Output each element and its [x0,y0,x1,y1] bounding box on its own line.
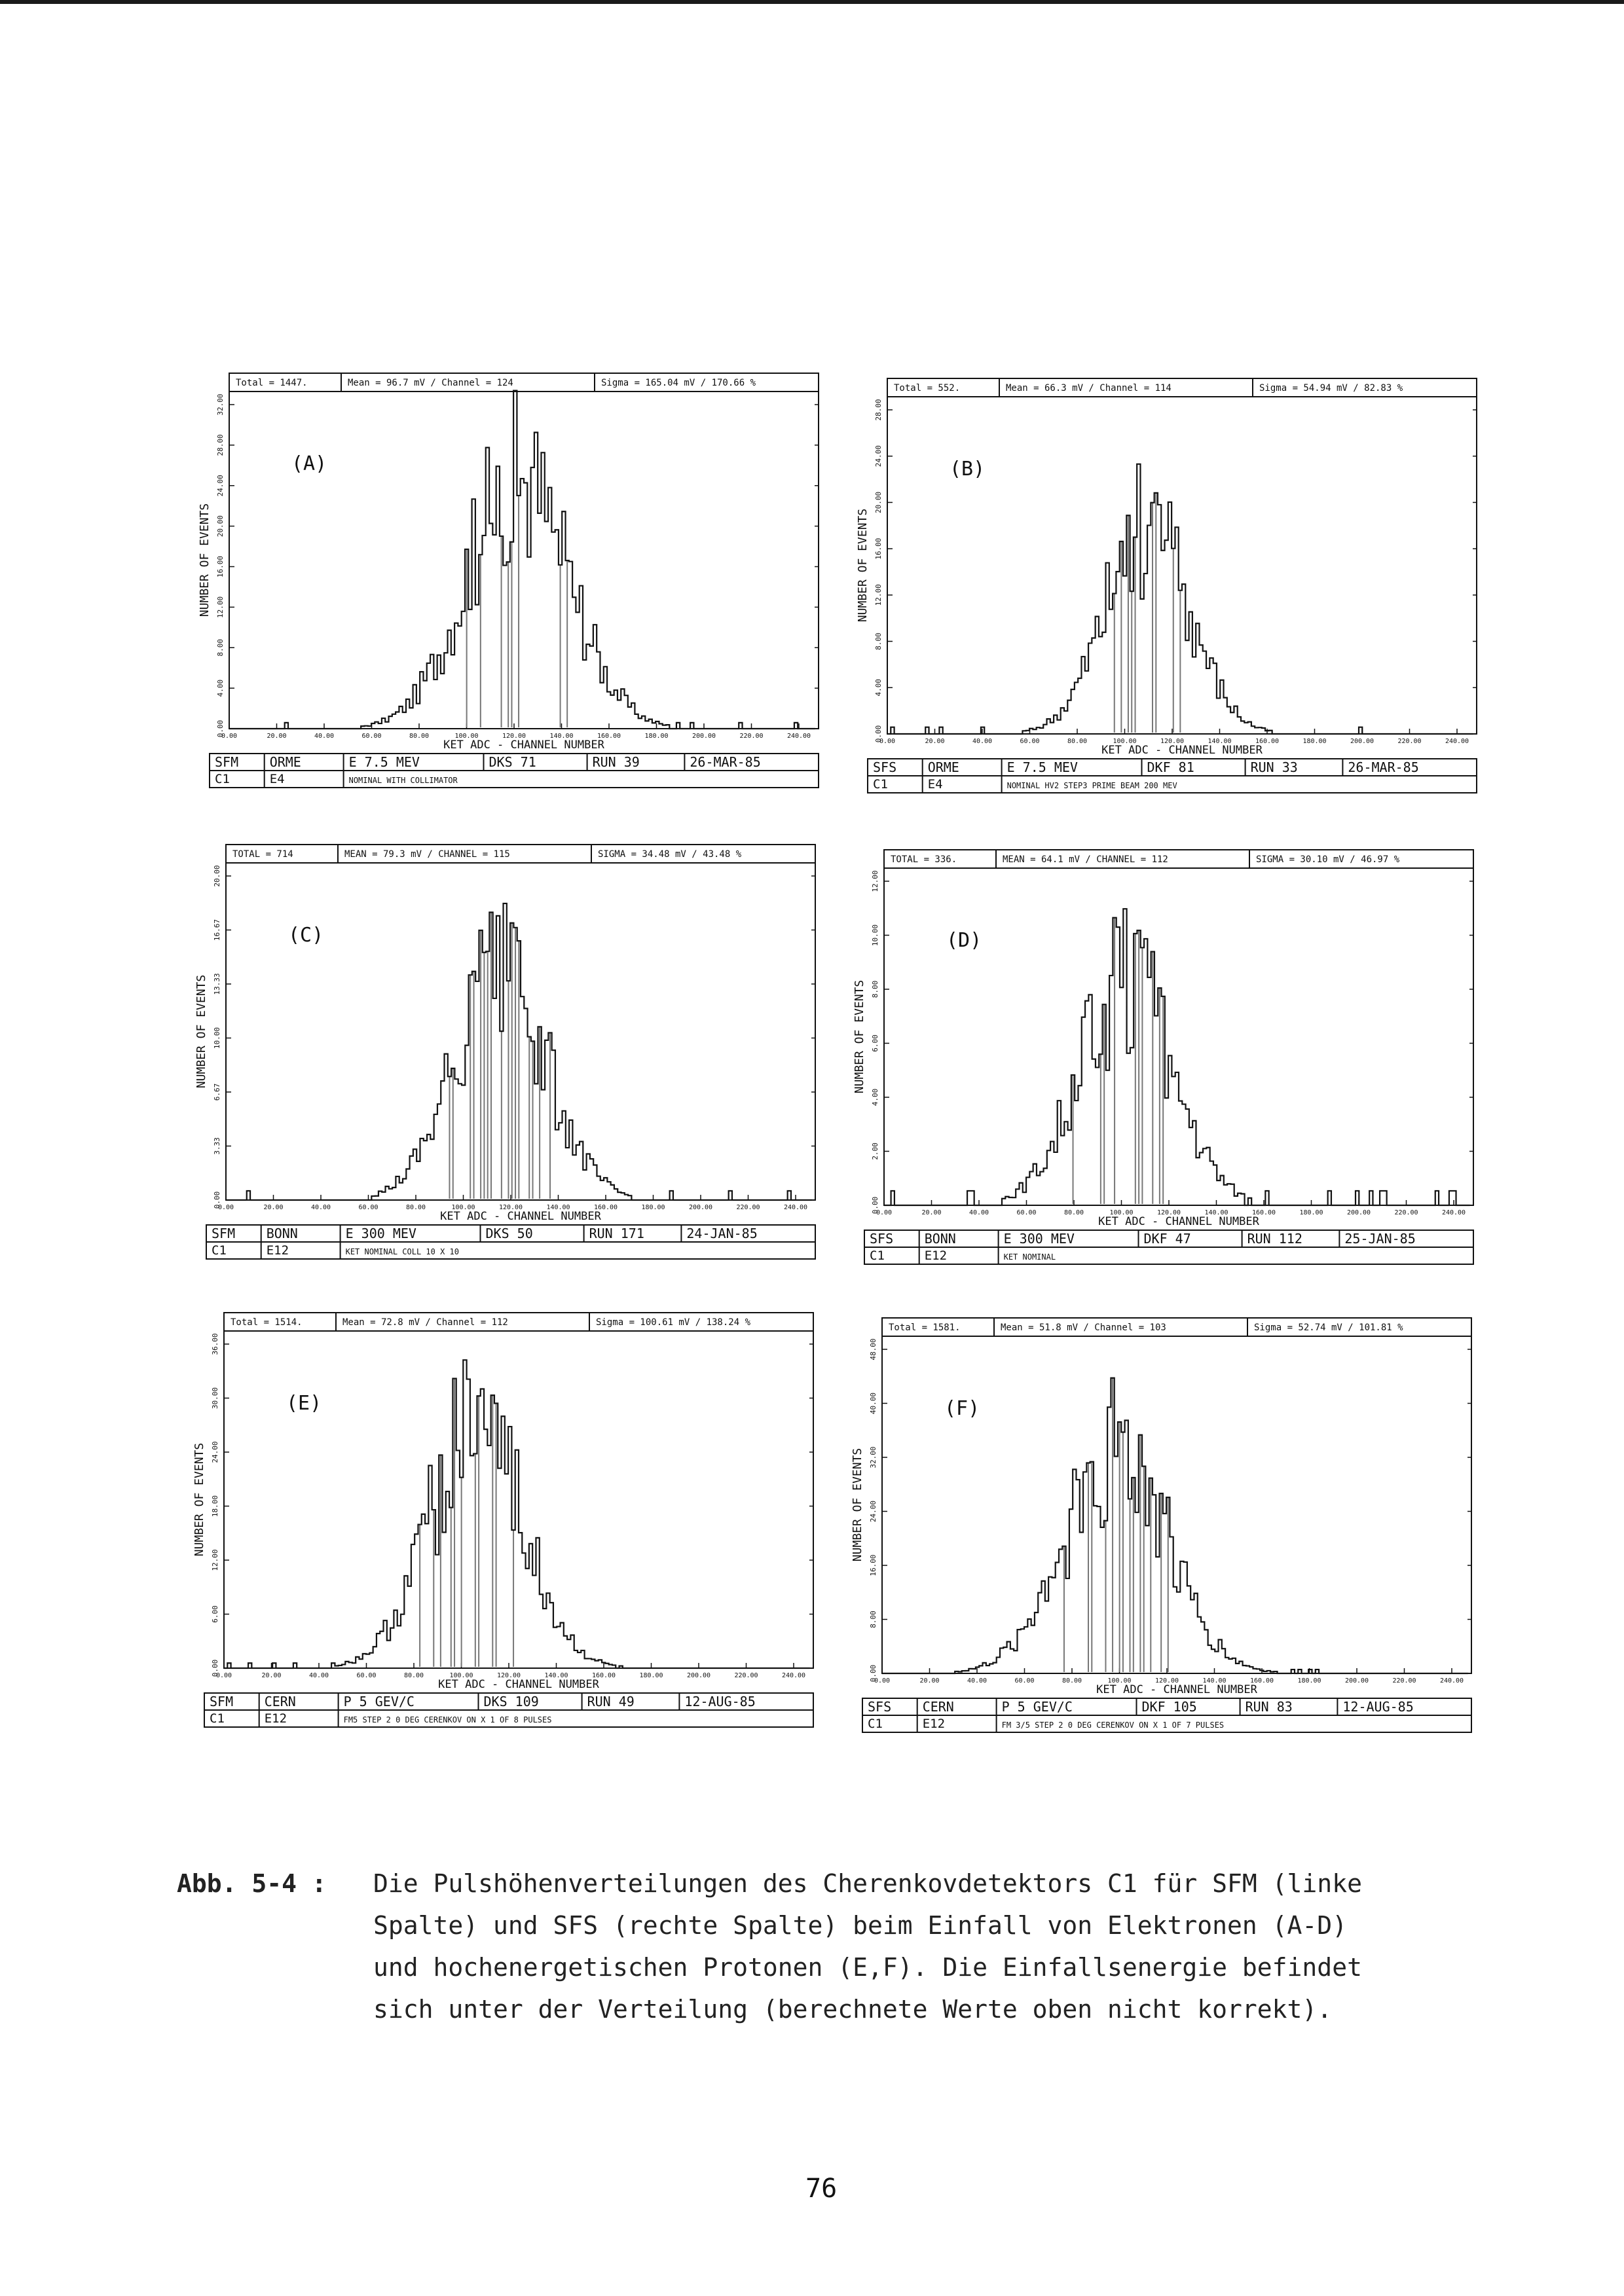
x-tick-label: 240.00 [786,733,811,740]
stats-sigma: SIGMA = 30.10 mV / 46.97 % [1256,854,1400,865]
x-tick-label: 220.00 [1397,738,1422,745]
panel-label: (A) [291,452,327,475]
run-info-cell: BONN [924,1231,956,1247]
x-tick-label: 20.00 [925,738,945,745]
histogram-svg [855,378,1483,830]
histogram-svg [851,850,1480,1302]
y-tick-label: 0.00 [874,725,883,743]
x-tick-label: 20.00 [267,733,287,740]
run-info-cell: DKF 47 [1143,1231,1191,1247]
y-tick-label: 6.67 [213,1083,221,1101]
histogram-outline [884,909,1470,1205]
x-tick-label: 0.00 [874,1677,891,1685]
run-info-cell: KET NOMINAL [1003,1252,1056,1262]
x-tick-label: 80.00 [1067,738,1088,745]
x-tick-label: 140.00 [1204,1209,1228,1216]
stats-total: TOTAL = 336. [891,854,957,865]
y-axis-label: NUMBER OF EVENTS [856,508,870,623]
x-tick-label: 40.00 [310,1204,331,1211]
y-tick-label: 6.00 [871,1034,879,1052]
x-tick-label: 240.00 [1441,1209,1466,1216]
panel-label: (B) [950,458,986,481]
y-tick-label: 40.00 [869,1392,877,1415]
run-info-cell: SFM [215,754,239,770]
run-info-cell: 26-MAR-85 [690,754,761,770]
y-tick-label: 12.00 [871,870,879,892]
run-info-cell: CERN [922,1699,954,1715]
y-axis-label: NUMBER OF EVENTS [853,979,866,1094]
panel-label: (D) [946,929,982,952]
run-info-cell: RUN 33 [1250,759,1298,775]
x-tick-label: 100.00 [1109,1209,1134,1216]
x-tick-label: 180.00 [1302,738,1327,745]
x-tick-label: 160.00 [591,1672,616,1679]
x-tick-label: 160.00 [1255,738,1280,745]
y-tick-label: 16.00 [874,538,883,560]
x-tick-label: 60.00 [1020,738,1040,745]
run-info-cell: BONN [266,1226,298,1241]
x-axis-label: KET ADC - CHANNEL NUMBER [440,1210,601,1223]
run-info-cell: C1 [210,1711,225,1726]
y-tick-label: 0.00 [211,1659,219,1677]
page-top-rule [0,0,1624,4]
x-tick-label: 60.00 [358,1204,378,1211]
y-tick-label: 0.00 [216,720,225,738]
y-tick-label: 20.00 [213,865,221,887]
run-info-cell: C1 [873,777,888,792]
y-tick-label: 12.00 [211,1549,219,1571]
plot-frame [226,863,815,1200]
run-info-cell: CERN [264,1694,296,1709]
x-tick-label: 140.00 [546,1204,570,1211]
panel-label: (F) [944,1397,980,1420]
x-tick-label: 240.00 [783,1204,808,1211]
x-tick-label: 0.00 [879,738,896,745]
x-tick-label: 80.00 [409,733,430,740]
x-axis-label: KET ADC - CHANNEL NUMBER [443,738,604,752]
x-tick-label: 240.00 [1445,738,1469,745]
stats-total: Total = 1447. [236,378,308,388]
run-info-cell: FM5 STEP 2 0 DEG CERENKOV ON X 1 OF 8 PULSES [343,1715,552,1724]
x-tick-label: 220.00 [736,1204,760,1211]
x-tick-label: 100.00 [1113,738,1137,745]
x-tick-label: 0.00 [215,1672,232,1679]
y-tick-label: 30.00 [211,1387,219,1410]
histogram-bins [1073,918,1164,1204]
histogram-svg [849,1318,1478,1770]
y-tick-label: 4.00 [871,1088,879,1106]
plot-frame [887,397,1477,734]
run-info-cell: 26-MAR-85 [1348,759,1419,775]
run-info-cell: RUN 49 [587,1694,635,1709]
x-tick-label: 180.00 [1297,1677,1321,1685]
histogram-bins [420,1379,513,1667]
run-info-cell: NOMINAL HV2 STEP3 PRIME BEAM 200 MEV [1006,781,1177,790]
x-tick-label: 40.00 [969,1209,989,1216]
run-info-cell: C1 [868,1717,883,1731]
x-tick-label: 200.00 [692,733,716,740]
stats-total: Total = 1514. [231,1317,303,1328]
histogram-panel-1 [196,373,825,825]
run-info-cell: NOMINAL WITH COLLIMATOR [348,776,458,785]
y-tick-label: 10.00 [213,1027,221,1049]
x-tick-label: 120.00 [502,733,526,740]
run-info-cell: E4 [927,777,943,792]
y-tick-label: 24.00 [869,1500,877,1523]
x-tick-label: 160.00 [1251,1209,1276,1216]
x-tick-label: 160.00 [593,1204,618,1211]
stats-total: Total = 552. [894,383,961,393]
y-axis-label: NUMBER OF EVENTS [198,503,212,617]
y-tick-label: 20.00 [874,491,883,513]
run-info-cell: DKS 109 [483,1694,539,1709]
x-tick-label: 120.00 [498,1204,523,1211]
run-info-cell: RUN 171 [589,1226,644,1241]
run-info-cell: ORME [269,754,301,770]
x-tick-label: 200.00 [1350,738,1375,745]
y-tick-label: 18.00 [211,1495,219,1518]
stats-sigma: Sigma = 165.04 mV / 170.66 % [601,378,756,388]
y-tick-label: 10.00 [871,924,879,947]
stats-mean: MEAN = 64.1 mV / CHANNEL = 112 [1003,854,1168,865]
y-axis-label: NUMBER OF EVENTS [193,1442,206,1557]
x-tick-label: 80.00 [1061,1677,1082,1685]
caption-text: Die Pulshöhenverteilungen des Cherenkovdetektors C1 für SFM (linke Spalte) und SFS (rechte Spalte) beim Einfall von Elektronen (A-D) und hochenergetischen Protonen (E,F). Die Einfallsenergie befindet sich unter der Verteilung (berechnete Werte oben nicht korrekt). [373,1869,1362,2024]
x-tick-label: 180.00 [1299,1209,1323,1216]
x-tick-label: 180.00 [639,1672,663,1679]
x-tick-label: 220.00 [1392,1677,1416,1685]
y-tick-label: 24.00 [216,475,225,497]
run-info-cell: RUN 39 [592,754,640,770]
y-tick-label: 16.00 [216,555,225,578]
run-info-cell: DKS 50 [485,1226,533,1241]
x-tick-label: 100.00 [451,1204,475,1211]
run-info-cell: P 5 GEV/C [343,1694,415,1709]
x-tick-label: 200.00 [688,1204,713,1211]
x-tick-label: 140.00 [549,733,574,740]
y-tick-label: 24.00 [874,445,883,467]
x-tick-label: 200.00 [1346,1209,1371,1216]
y-tick-label: 4.00 [874,679,883,697]
x-tick-label: 160.00 [597,733,621,740]
x-tick-label: 60.00 [1016,1209,1037,1216]
x-tick-label: 20.00 [261,1672,282,1679]
y-tick-label: 12.00 [874,584,883,606]
histogram-panel-4 [851,850,1480,1302]
x-tick-label: 140.00 [1208,738,1232,745]
run-info-cell: C1 [212,1243,227,1258]
x-axis-label: KET ADC - CHANNEL NUMBER [1096,1683,1257,1696]
y-tick-label: 48.00 [869,1338,877,1360]
y-tick-label: 0.00 [871,1196,879,1214]
y-axis-label: NUMBER OF EVENTS [194,974,208,1089]
caption-label: Abb. 5-4 : [177,1869,327,1898]
x-tick-label: 40.00 [972,738,993,745]
y-tick-label: 32.00 [869,1446,877,1468]
y-tick-label: 28.00 [216,434,225,456]
y-tick-label: 2.00 [871,1142,879,1160]
page-number: 76 [805,2174,838,2204]
y-tick-label: 16.00 [869,1554,877,1576]
run-info-cell: SFM [212,1226,236,1241]
histogram-svg [193,845,822,1296]
x-tick-label: 180.00 [644,733,669,740]
histogram-panel-3 [193,845,822,1296]
stats-sigma: SIGMA = 34.48 mV / 43.48 % [598,849,742,860]
x-tick-label: 220.00 [739,733,764,740]
y-tick-label: 8.00 [869,1611,877,1628]
x-axis-label: KET ADC - CHANNEL NUMBER [438,1678,599,1691]
histogram-outline [229,391,815,729]
x-tick-label: 40.00 [314,733,335,740]
run-info-cell: 24-JAN-85 [686,1226,758,1241]
histogram-svg [191,1313,820,1764]
run-info-cell: ORME [927,759,959,775]
x-tick-label: 60.00 [361,733,382,740]
x-tick-label: 120.00 [496,1672,521,1679]
x-tick-label: 100.00 [449,1672,473,1679]
y-tick-label: 3.33 [213,1137,221,1155]
x-tick-label: 100.00 [1107,1677,1132,1685]
x-tick-label: 80.00 [405,1204,426,1211]
histogram-outline [882,1378,1468,1673]
x-tick-label: 240.00 [1439,1677,1464,1685]
x-tick-label: 220.00 [1394,1209,1418,1216]
x-axis-label: KET ADC - CHANNEL NUMBER [1101,744,1263,757]
stats-mean: Mean = 96.7 mV / Channel = 124 [348,378,513,388]
y-tick-label: 12.00 [216,596,225,618]
x-tick-label: 140.00 [1202,1677,1227,1685]
x-tick-label: 240.00 [781,1672,806,1679]
run-info-cell: SFS [868,1699,892,1715]
plot-frame [884,868,1473,1205]
y-tick-label: 8.00 [871,980,879,998]
run-info-cell: DKF 81 [1147,759,1194,775]
run-info-cell: E12 [924,1248,948,1263]
y-tick-label: 8.00 [216,639,225,657]
x-tick-label: 80.00 [1063,1209,1084,1216]
x-tick-label: 200.00 [1344,1677,1369,1685]
x-tick-label: 20.00 [921,1209,942,1216]
run-info-cell: RUN 112 [1247,1231,1302,1247]
stats-total: TOTAL = 714 [232,849,293,860]
y-tick-label: 16.67 [213,919,221,941]
run-info-cell: E4 [269,772,285,786]
run-info-cell: E 300 MEV [1003,1231,1075,1247]
run-info-cell: E 300 MEV [345,1226,416,1241]
run-info-cell: DKF 105 [1141,1699,1197,1715]
run-info-cell: C1 [870,1248,885,1263]
run-info-cell: KET NOMINAL COLL 10 X 10 [345,1247,459,1256]
x-tick-label: 60.00 [356,1672,377,1679]
panel-label: (E) [286,1392,322,1415]
run-info-cell: P 5 GEV/C [1001,1699,1073,1715]
run-info-cell: RUN 83 [1245,1699,1293,1715]
x-axis-label: KET ADC - CHANNEL NUMBER [1098,1215,1259,1228]
y-axis-label: NUMBER OF EVENTS [851,1448,864,1562]
stats-mean: MEAN = 79.3 mV / CHANNEL = 115 [344,849,510,860]
run-info-cell: E12 [266,1243,289,1258]
run-info-cell: FM 3/5 STEP 2 0 DEG CERENKOV ON X 1 OF 7 PULSES [1001,1721,1225,1730]
x-tick-label: 0.00 [221,733,238,740]
stats-sigma: Sigma = 54.94 mV / 82.83 % [1259,383,1403,393]
x-tick-label: 0.00 [217,1204,234,1211]
x-tick-label: 180.00 [641,1204,665,1211]
x-tick-label: 60.00 [1014,1677,1035,1685]
y-tick-label: 4.00 [216,679,225,697]
x-tick-label: 40.00 [308,1672,329,1679]
x-tick-label: 100.00 [454,733,479,740]
x-tick-label: 20.00 [263,1204,284,1211]
stats-sigma: Sigma = 52.74 mV / 101.81 % [1254,1322,1403,1333]
y-tick-label: 24.00 [211,1441,219,1463]
x-tick-label: 20.00 [919,1677,940,1685]
plot-frame [882,1336,1471,1673]
y-tick-label: 20.00 [216,515,225,538]
y-tick-label: 13.33 [213,973,221,995]
run-info-cell: DKS 71 [489,754,536,770]
x-tick-label: 120.00 [1156,1209,1181,1216]
y-tick-label: 32.00 [216,393,225,416]
run-info-cell: E12 [264,1711,287,1726]
x-tick-label: 160.00 [1249,1677,1274,1685]
x-tick-label: 220.00 [734,1672,758,1679]
run-info-cell: C1 [215,772,230,786]
y-tick-label: 0.00 [213,1191,221,1209]
y-tick-label: 28.00 [874,399,883,421]
histogram-panel-2 [855,378,1483,830]
stats-mean: Mean = 66.3 mV / Channel = 114 [1006,383,1172,393]
histogram-panel-5 [191,1313,820,1764]
y-tick-label: 8.00 [874,632,883,650]
histogram-svg [196,373,825,825]
plot-frame [229,392,819,729]
stats-total: Total = 1581. [889,1322,961,1333]
x-tick-label: 120.00 [1160,738,1185,745]
run-info-cell: SFS [873,759,897,775]
run-info-cell: 12-AUG-85 [1342,1699,1414,1715]
run-info-cell: E 7.5 MEV [1006,759,1078,775]
x-tick-label: 0.00 [876,1209,893,1216]
run-info-cell: SFM [210,1694,234,1709]
y-tick-label: 36.00 [211,1333,219,1355]
run-info-cell: 25-JAN-85 [1344,1231,1416,1247]
stats-mean: Mean = 51.8 mV / Channel = 103 [1001,1322,1166,1333]
stats-mean: Mean = 72.8 mV / Channel = 112 [342,1317,508,1328]
y-tick-label: 6.00 [211,1605,219,1623]
stats-sigma: Sigma = 100.61 mV / 138.24 % [596,1317,751,1328]
run-info-cell: 12-AUG-85 [684,1694,756,1709]
x-tick-label: 140.00 [544,1672,568,1679]
run-info-cell: E 7.5 MEV [348,754,420,770]
histogram-panel-6 [849,1318,1478,1770]
x-tick-label: 40.00 [967,1677,987,1685]
y-tick-label: 0.00 [869,1664,877,1683]
x-tick-label: 200.00 [686,1672,711,1679]
x-tick-label: 120.00 [1154,1677,1179,1685]
run-info-cell: SFS [870,1231,894,1247]
x-tick-label: 80.00 [403,1672,424,1679]
run-info-cell: E12 [922,1717,946,1731]
panel-label: (C) [288,924,324,947]
